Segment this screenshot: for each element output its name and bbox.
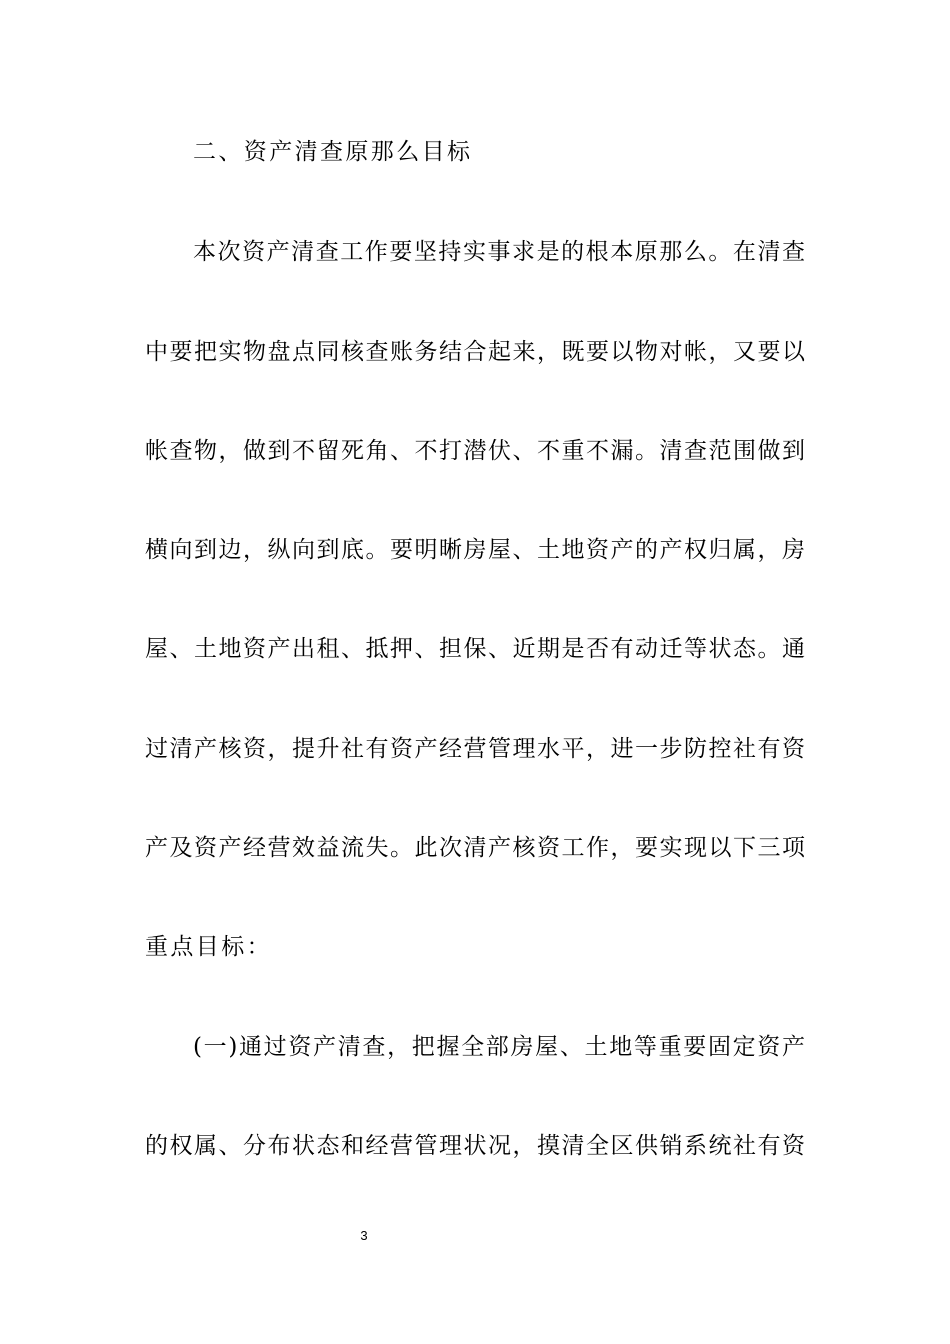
paragraph-line: 帐查物，做到不留死角、不打潜伏、不重不漏。清查范围做到 <box>145 438 805 464</box>
paragraph-line: 过清产核资，提升社有资产经营管理水平，进一步防控社有资 <box>145 736 805 762</box>
paragraph-line: 的权属、分布状态和经营管理状况，摸清全区供销系统社有资 <box>145 1133 805 1159</box>
paragraph-line: 横向到边，纵向到底。要明晰房屋、土地资产的产权归属，房 <box>145 537 805 563</box>
paragraph-line: 产及资产经营效益流失。此次清产核资工作，要实现以下三项 <box>145 835 805 861</box>
paragraph-line: 中要把实物盘点同核查账务结合起来，既要以物对帐，又要以 <box>145 339 805 365</box>
paragraph-line: 屋、土地资产出租、抵押、担保、近期是否有动迁等状态。通 <box>145 636 805 662</box>
paragraph-line: (一)通过资产清查，把握全部房屋、土地等重要固定资产 <box>193 1034 805 1060</box>
paragraph-line: 本次资产清查工作要坚持实事求是的根本原那么。在清查 <box>193 239 805 265</box>
section-heading: 二、资产清查原那么目标 <box>193 139 473 165</box>
page-number: 3 <box>360 1228 368 1243</box>
paragraph-line: 重点目标： <box>145 934 272 960</box>
